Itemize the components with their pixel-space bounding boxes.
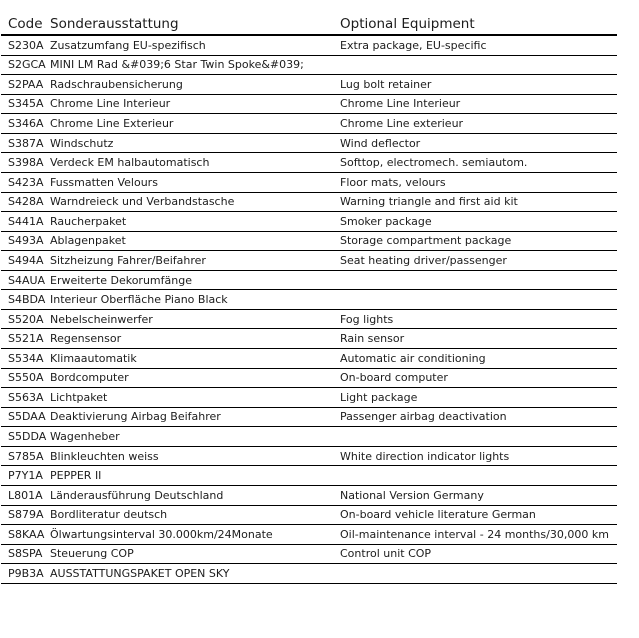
cell-code: S563A [8, 390, 44, 404]
cell-sonderausstattung: Regensensor [50, 332, 122, 346]
table-row [1, 486, 617, 506]
cell-code: S8SPA [8, 547, 43, 561]
table-row [1, 212, 617, 232]
cell-code: S785A [8, 449, 44, 463]
cell-sonderausstattung: Raucherpaket [50, 214, 127, 228]
cell-sonderausstattung: Windschutz [50, 136, 114, 150]
table-row [1, 369, 617, 389]
cell-sonderausstattung: Klimaautomatik [50, 351, 137, 365]
cell-optional-equipment: Wind deflector [340, 136, 421, 150]
cell-optional-equipment: National Version Germany [340, 488, 484, 502]
table-row [1, 545, 617, 565]
table-row [1, 290, 617, 310]
cell-sonderausstattung: Bordliteratur deutsch [50, 508, 168, 522]
table-row [1, 56, 617, 76]
cell-sonderausstattung: Blinkleuchten weiss [50, 449, 159, 463]
cell-code: S8KAA [8, 527, 45, 541]
cell-sonderausstattung: Deaktivierung Airbag Beifahrer [50, 410, 221, 424]
cell-sonderausstattung: Nebelscheinwerfer [50, 312, 153, 326]
cell-sonderausstattung: Fussmatten Velours [50, 175, 158, 189]
cell-optional-equipment: White direction indicator lights [340, 449, 510, 463]
table-row [1, 134, 617, 154]
table-row [1, 525, 617, 545]
cell-code: S550A [8, 371, 44, 385]
cell-code: S230A [8, 38, 44, 52]
cell-sonderausstattung: Ablagenpaket [50, 234, 126, 248]
table-row [1, 310, 617, 330]
cell-sonderausstattung: Ölwartungsinterval 30.000km/24Monate [50, 527, 273, 541]
cell-code: S387A [8, 136, 44, 150]
cell-optional-equipment: Chrome Line Interieur [340, 97, 461, 111]
table-body [1, 36, 617, 584]
cell-code: S4AUA [8, 273, 46, 287]
table-header-row [1, 12, 617, 36]
cell-sonderausstattung: Bordcomputer [50, 371, 129, 385]
cell-code: S493A [8, 234, 44, 248]
table-row [1, 506, 617, 526]
cell-code: S345A [8, 97, 44, 111]
cell-sonderausstattung: PEPPER II [50, 469, 102, 483]
cell-code: S534A [8, 351, 44, 365]
cell-code: S494A [8, 253, 44, 267]
cell-code: S2GCA [8, 58, 46, 72]
cell-optional-equipment: Automatic air conditioning [340, 351, 486, 365]
table-row [1, 408, 617, 428]
header-code: Code [8, 15, 43, 32]
cell-optional-equipment: Oil-maintenance interval - 24 months/30,000 km [340, 527, 609, 541]
cell-optional-equipment: Passenger airbag deactivation [340, 410, 507, 424]
table-row [1, 349, 617, 369]
table-row [1, 466, 617, 486]
cell-sonderausstattung: MINI LM Rad &#039;6 Star Twin Spoke&#039; [50, 58, 304, 72]
table-row [1, 564, 617, 584]
cell-code: S521A [8, 332, 44, 346]
cell-optional-equipment: Floor mats, velours [340, 175, 446, 189]
table-row [1, 36, 617, 56]
cell-sonderausstattung: Radschraubensicherung [50, 77, 183, 91]
cell-code: S441A [8, 214, 44, 228]
table-row [1, 329, 617, 349]
table-row [1, 447, 617, 467]
cell-sonderausstattung: Sitzheizung Fahrer/Beifahrer [50, 253, 206, 267]
table-row [1, 173, 617, 193]
cell-code: S5DAA [8, 410, 46, 424]
cell-code: S520A [8, 312, 44, 326]
cell-optional-equipment: Extra package, EU-specific [340, 38, 487, 52]
cell-code: S428A [8, 195, 44, 209]
cell-optional-equipment: Light package [340, 390, 418, 404]
cell-code: S5DDA [8, 430, 47, 444]
cell-sonderausstattung: Lichtpaket [50, 390, 108, 404]
table-row [1, 193, 617, 213]
cell-sonderausstattung: Interieur Oberfläche Piano Black [50, 293, 228, 307]
cell-optional-equipment: Rain sensor [340, 332, 405, 346]
cell-code: P7Y1A [8, 469, 43, 483]
cell-optional-equipment: Smoker package [340, 214, 432, 228]
table-row [1, 271, 617, 291]
cell-code: L801A [8, 488, 43, 502]
table-row [1, 388, 617, 408]
table-row [1, 251, 617, 271]
cell-sonderausstattung: Wagenheber [50, 430, 120, 444]
table-row [1, 114, 617, 134]
cell-optional-equipment: On-board vehicle literature German [340, 508, 536, 522]
cell-optional-equipment: Seat heating driver/passenger [340, 253, 507, 267]
cell-code: P9B3A [8, 566, 44, 580]
cell-sonderausstattung: Chrome Line Interieur [50, 97, 171, 111]
cell-optional-equipment: Softtop, electromech. semiautom. [340, 156, 528, 170]
cell-optional-equipment: Warning triangle and first aid kit [340, 195, 518, 209]
cell-code: S879A [8, 508, 44, 522]
cell-code: S346A [8, 117, 44, 131]
cell-optional-equipment: Fog lights [340, 312, 394, 326]
table-row [1, 153, 617, 173]
cell-sonderausstattung: Erweiterte Dekorumfänge [50, 273, 192, 287]
cell-sonderausstattung: Zusatzumfang EU-spezifisch [50, 38, 206, 52]
header-sonderausstattung: Sonderausstattung [50, 15, 179, 32]
cell-optional-equipment: Chrome Line exterieur [340, 117, 464, 131]
cell-code: S4BDA [8, 293, 46, 307]
cell-sonderausstattung: AUSSTATTUNGSPAKET OPEN SKY [50, 566, 230, 580]
cell-sonderausstattung: Warndreieck und Verbandstasche [50, 195, 235, 209]
cell-sonderausstattung: Steuerung COP [50, 547, 134, 561]
cell-sonderausstattung: Verdeck EM halbautomatisch [50, 156, 210, 170]
cell-optional-equipment: Storage compartment package [340, 234, 512, 248]
cell-optional-equipment: Control unit COP [340, 547, 432, 561]
cell-optional-equipment: Lug bolt retainer [340, 77, 432, 91]
table-row [1, 427, 617, 447]
cell-optional-equipment: On-board computer [340, 371, 448, 385]
cell-code: S423A [8, 175, 44, 189]
cell-code: S398A [8, 156, 44, 170]
vehicle-options-table [1, 12, 617, 584]
cell-sonderausstattung: Chrome Line Exterieur [50, 117, 174, 131]
table-row [1, 232, 617, 252]
cell-sonderausstattung: Länderausführung Deutschland [50, 488, 224, 502]
table-row [1, 95, 617, 115]
cell-code: S2PAA [8, 77, 44, 91]
table-row [1, 75, 617, 95]
header-optional-equipment: Optional Equipment [340, 15, 475, 32]
